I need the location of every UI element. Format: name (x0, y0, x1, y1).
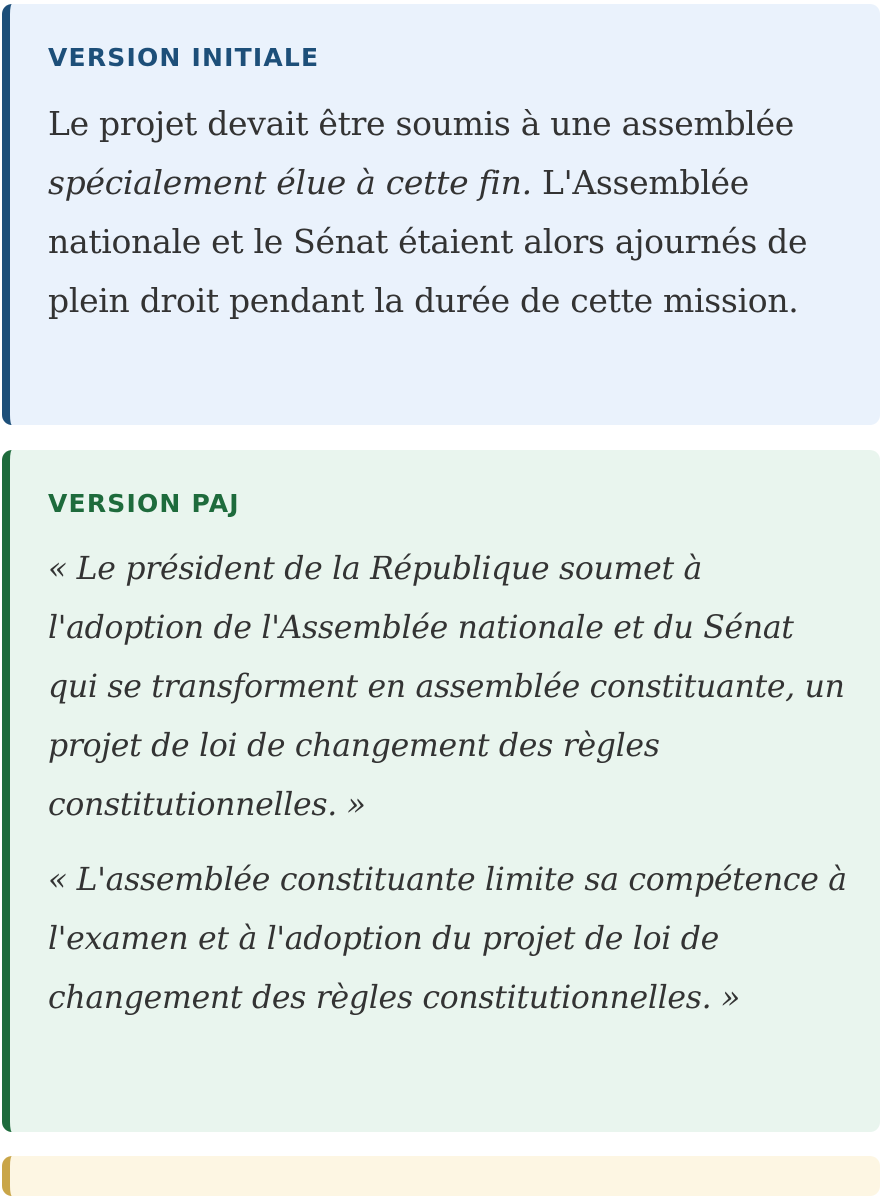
initial-text-part: L'Assemblée nationale et le Sénat étaient alors ajournés de plein droit pendant la durée de cette mission. (48, 163, 808, 320)
paj-version-paragraph: « L'assemblée constituante limite sa compétence à l'examen et à l'adoption du projet de loi de changement des règles constitutionnelles. » (48, 862, 847, 1016)
initial-text-emphasis: spécialement élue à cette fin. (48, 163, 532, 202)
initial-text-part: Le projet devait être soumis à une assemblée (48, 104, 794, 143)
paj-version-label: VERSION PAJ (48, 489, 240, 518)
paj-version-paragraph: « Le président de la République soumet à l'adoption de l'Assemblée nationale et du Sénat qui se transforment en assemblée constituante, un projet de loi de changement des règles constitutionnelles. » (48, 551, 845, 823)
paj-version-card (2, 450, 880, 1132)
next-version-card (2, 1156, 880, 1196)
initial-version-card (2, 4, 880, 425)
initial-version-label: VERSION INITIALE (48, 43, 320, 72)
initial-version-text (48, 94, 850, 330)
